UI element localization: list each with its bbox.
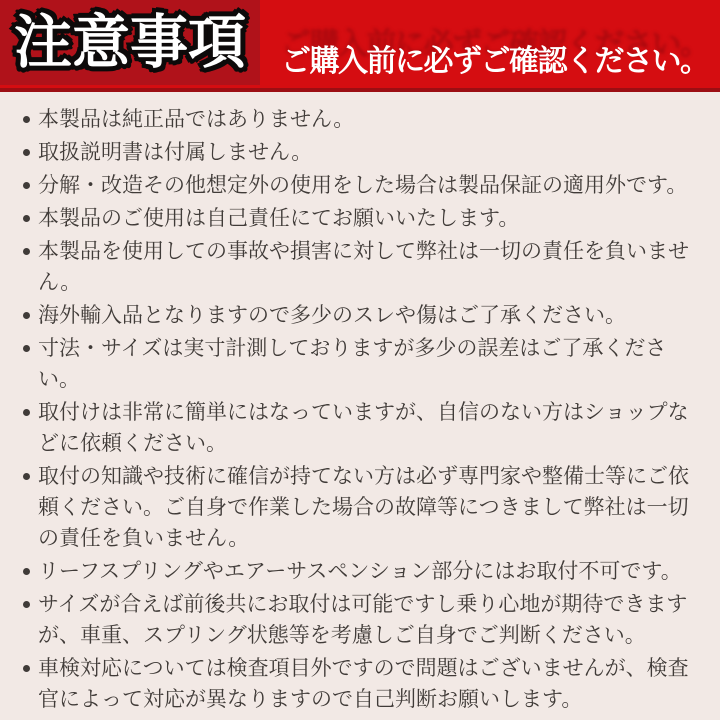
list-item: 取付の知識や技術に確信が持てない方は必ず専門家や整備士等にご依頼ください。ご自身で作業した場合の故障等につきまして弊社は一切の責任を負いません。 <box>20 461 706 554</box>
list-item: リーフスプリングやエアーサスペンション部分にはお取付不可です。 <box>20 556 706 587</box>
list-item: 車検対応については検査項目外ですので問題はございませんが、検査官によって対応が異なりますので自己判断お願いします。 <box>20 653 706 715</box>
list-item: 寸法・サイズは実寸計測しておりますが多少の誤差はご了承ください。 <box>20 333 706 395</box>
list-item: 分解・改造その他想定外の使用をした場合は製品保証の適用外です。 <box>20 170 706 201</box>
header-banner <box>0 0 720 92</box>
notice-list <box>20 104 706 715</box>
list-item: 取付けは非常に簡単にはなっていますが、自信のない方はショップなどに依頼ください。 <box>20 397 706 459</box>
list-item: サイズが合えば前後共にお取付は可能ですし乗り心地が期待できますが、車重、スプリング状態等を考慮しご自身でご判断ください。 <box>20 589 706 651</box>
list-item: 本製品のご使用は自己責任にてお願いいたします。 <box>20 203 706 234</box>
list-item: 取扱説明書は付属しません。 <box>20 137 706 168</box>
list-item: 本製品を使用しての事故や損害に対して弊社は一切の責任を負いません。 <box>20 236 706 298</box>
title-box <box>0 0 260 85</box>
notice-body <box>0 92 720 715</box>
list-item: 本製品は純正品ではありません。 <box>20 104 706 135</box>
header-subtitle: ご購入前に必ずご確認ください。 <box>281 45 709 78</box>
page-title: 注意事項 <box>13 9 246 75</box>
list-item: 海外輸入品となりますので多少のスレや傷はご了承ください。 <box>20 300 706 331</box>
